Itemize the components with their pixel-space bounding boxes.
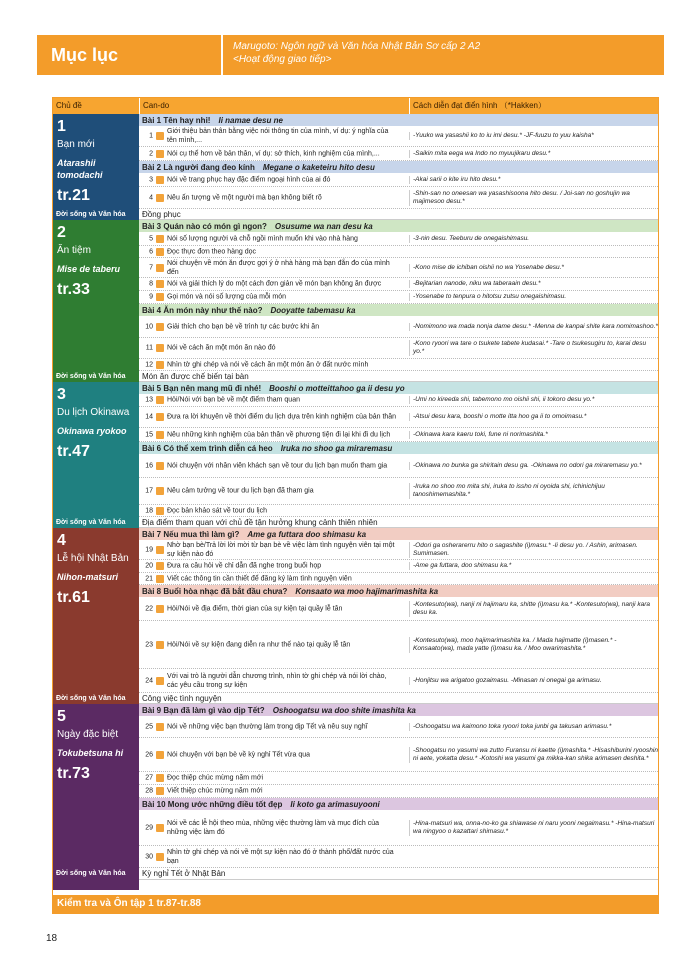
cando-row	[139, 505, 658, 517]
row-hakken: -Kontesuto(wa), nanji ni hajimaru ka, shitte (i)masu ka.* -Kontesuto(wa), nanji kara desu ka.	[409, 601, 658, 617]
lesson-jp: Ii namae desu ne	[218, 115, 283, 125]
cando-row	[139, 246, 658, 258]
lesson-label: Bài 5 Bạn nên mang mũ đi nhé!	[142, 383, 262, 393]
unit-title-jp: Nihon-matsuri	[57, 572, 119, 582]
cando-row	[139, 428, 658, 442]
row-hakken: -3-nin desu. Teeburu de onegaishimasu.	[409, 235, 658, 243]
cando-row	[139, 291, 658, 304]
write-icon	[156, 787, 164, 795]
speak-icon	[156, 413, 164, 421]
row-text: Đưa ra câu hỏi về chỉ dẫn đã nghe trong buổi họp	[167, 562, 322, 570]
row-text: Gọi món và nói số lượng của mỗi món	[167, 293, 286, 301]
speak-icon	[156, 176, 164, 184]
row-hakken: -Odori ga osherarerru hito o sagashite (i)masu.* -Ii desu yo. / Ashin, arimasen. Sumimasen.	[409, 542, 658, 558]
row-hakken: -Nomimono wa mada nonja dame desu.* -Menna de kanpai shite kara nomimashoo.*	[409, 323, 658, 331]
cando-row	[139, 359, 658, 371]
culture-label: Đời sống và Văn hóa	[53, 868, 139, 880]
row-text: Viết các thông tin cần thiết để đăng ký làm tình nguyện viên	[167, 575, 352, 582]
unit-number: 4	[57, 532, 66, 549]
speak-icon	[156, 824, 164, 832]
row-text: Nói về những việc bạn thường làm trong dịp Tết và nêu suy nghĩ	[167, 723, 368, 730]
row-number: 26	[145, 751, 153, 758]
row-number: 3	[149, 176, 153, 183]
speak-icon	[156, 264, 164, 272]
lesson-label: Bài 9 Bạn đã làm gì vào dịp Tết?	[142, 705, 265, 715]
unit-title-jp: Mise de taberu	[57, 264, 121, 274]
row-number: 27	[145, 774, 153, 782]
unit-number: 3	[57, 386, 66, 403]
unit-page: tr.21	[57, 187, 90, 204]
row-number: 14	[145, 413, 153, 421]
row-text: Nói chuyện về món ăn được gợi ý ở nhà hàng mà bạn đắn đo của mình đến	[167, 259, 390, 276]
cando-row	[139, 278, 658, 291]
row-number: 13	[145, 396, 153, 404]
read-icon	[156, 248, 164, 256]
lesson-jp: Booshi o motteittahoo ga ii desu yo	[269, 383, 405, 393]
cando-row	[139, 716, 658, 738]
row-text: Nói về cách ăn một món ăn nào đó	[167, 344, 276, 352]
unit-title-vn: Du lịch Okinawa	[57, 407, 130, 418]
page-title: Mục lục	[37, 35, 221, 75]
unit-title-vn: Bạn mới	[57, 139, 95, 150]
unit-5-block	[53, 704, 139, 890]
row-hakken: -Saikin mita eega wa Indo no myuujikaru desu.*	[409, 150, 658, 158]
lesson-label: Bài 2 Là người đang đeo kính	[142, 162, 255, 172]
lesson-jp: Oshoogatsu wa doo shite imashita ka	[272, 705, 416, 715]
row-number: 9	[149, 293, 153, 301]
row-text: Viết thiệp chúc mừng năm mới	[167, 787, 263, 795]
row-text: Đọc bản khảo sát về tour du lịch	[167, 507, 268, 514]
unit-page: tr.47	[57, 443, 90, 460]
row-hakken: -Kono ryoori wa tare o tsukete tabete kudasai.* -Tare o tsukesugiru to, karai desu yo.*	[409, 340, 658, 356]
row-number: 30	[145, 853, 153, 860]
col-header-cando: Can-do	[139, 98, 409, 114]
culture-label: Đời sống và Văn hóa	[53, 693, 139, 704]
lesson-label: Bài 7 Nếu mua thì làm gì?	[142, 529, 240, 539]
row-text: Giới thiệu bản thân bằng việc nói thông tin của mình, ví dụ: ý nghĩa của tên mình,...	[167, 128, 389, 144]
lesson-3	[139, 220, 658, 232]
speak-icon	[156, 723, 164, 731]
cando-row	[139, 669, 658, 693]
cando-row	[139, 258, 658, 278]
row-number: 21	[145, 575, 153, 582]
unit-number: 5	[57, 708, 66, 725]
unit-page: tr.33	[57, 281, 90, 298]
row-number: 28	[145, 787, 153, 795]
speak-icon	[156, 605, 164, 613]
unit-3-block	[53, 382, 139, 527]
speak-icon	[156, 235, 164, 243]
speak-icon	[156, 853, 164, 861]
row-text: Đọc thiệp chúc mừng năm mới	[167, 774, 264, 782]
unit-title-jp: Atarashii tomodachi	[57, 158, 103, 180]
lesson-jp: Dooyatte tabemasu ka	[270, 305, 356, 315]
speak-icon	[156, 487, 164, 495]
cando-row	[139, 785, 658, 798]
cando-row	[139, 454, 658, 478]
unit-title-vn: Ngày đặc biệt	[57, 729, 119, 740]
lesson-label: Bài 1 Tên hay nhỉ!	[142, 115, 211, 125]
row-text: Nhờ bạn bè/Trả lời lời mời từ bạn bè về việc làm tình nguyện viên tại một sự kiện nào đó	[167, 541, 395, 558]
speak-icon	[156, 194, 164, 202]
row-hakken: -Yuuko wa yasashii ko to iu imi desu.* -JF-fuuzu to yuu kaisha*	[409, 132, 658, 140]
culture-text: Món ăn được chế biến tại bàn	[139, 371, 658, 382]
row-text: Nhìn tờ ghi chép và nói về cách ăn một món ăn ở đất nước mình	[167, 361, 369, 368]
cando-row	[139, 810, 658, 846]
row-number: 22	[145, 605, 153, 612]
row-number: 10	[145, 323, 153, 330]
col-header-hakken: Cách diễn đạt điển hình （*Hakken）	[409, 98, 658, 114]
row-hakken: -Hina-matsuri wa, onna-no-ko ga shiawase ni naru yooni negaimasu.* -Hina-matsuri wa ningyoo o kazattari shimasu.*	[409, 820, 658, 836]
speak-icon	[156, 293, 164, 301]
row-number: 1	[149, 132, 153, 140]
row-number: 29	[145, 824, 153, 831]
row-hakken: -Atsui desu kara, booshi o motte itta hoo ga ii to omoimasu.*	[409, 413, 658, 421]
row-hakken: -Umi no kireeda shi, tabemono mo oishii shi, ii tokoro desu yo.*	[409, 396, 658, 404]
row-text: Đọc thực đơn theo hàng dọc	[167, 248, 257, 255]
lesson-2	[139, 161, 658, 173]
speak-icon	[156, 562, 164, 570]
row-hakken: -Shoogatsu no yasumi wa zutto Furansu ni kaette (i)mashita.* -Hisashiburini ryooshin ni aete, yokatta desu.* -Kotoshi wa yasumi ga mikka-kan shika arimasen deshita.*	[409, 747, 658, 763]
row-text: Nói về trang phục hay đặc điểm ngoại hình của ai đó	[167, 176, 331, 183]
speak-icon	[156, 280, 164, 288]
row-hakken: -Okinawa kara kaeru toki, fune ni norimashita.*	[409, 431, 658, 439]
lesson-10	[139, 798, 658, 810]
lesson-label: Bài 8 Buổi hòa nhạc đã bắt đầu chưa?	[142, 586, 288, 596]
lesson-9	[139, 704, 658, 716]
row-text: Giải thích cho bạn bè về trình tự các bước khi ăn	[167, 323, 320, 330]
unit-4-block	[53, 528, 139, 704]
row-text: Nói về các lễ hội theo mùa, những việc thường làm và mục đích của những việc làm đó	[167, 819, 380, 836]
row-text: Hỏi/Nói về địa điểm, thời gian của sự kiện tại quầy lễ tân	[167, 605, 343, 612]
unit-title-vn: Lễ hội Nhật Bản	[57, 553, 129, 564]
col-header-topic: Chủ đề	[53, 98, 139, 114]
culture-label: Đời sống và Văn hóa	[53, 517, 139, 528]
row-hakken: -Ame ga futtara, doo shimasu ka.*	[409, 562, 658, 570]
row-number: 6	[149, 248, 153, 255]
row-number: 16	[145, 462, 153, 469]
speak-icon	[156, 150, 164, 158]
speak-icon	[156, 132, 164, 140]
write-icon	[156, 575, 164, 583]
row-number: 4	[149, 194, 153, 201]
cando-row	[139, 738, 658, 772]
row-text: Nói chuyện với nhân viên khách sạn về tour du lịch bạn muốn tham gia	[167, 462, 388, 469]
unit-title-vn: Ăn tiệm	[57, 245, 91, 256]
row-text: Nêu những kinh nghiệm của bản thân về phương tiện đi lại khi đi du lịch	[167, 431, 391, 438]
lesson-jp: Megane o kaketeiru hito desu	[262, 162, 375, 172]
cando-row	[139, 846, 658, 868]
row-number: 2	[149, 150, 153, 157]
speak-icon	[156, 396, 164, 404]
row-text: Nhìn tờ ghi chép và nói về một sự kiện nào đó ở thành phố/đất nước của bạn	[167, 848, 394, 865]
cando-row	[139, 772, 658, 785]
lesson-label: Bài 4 Ăn món này như thế nào?	[142, 305, 263, 315]
culture-text: Công việc tình nguyện	[139, 693, 658, 704]
cando-row	[139, 621, 658, 669]
speak-icon	[156, 546, 164, 554]
lesson-jp: Konsaato wa moo hajimarimashita ka	[295, 586, 439, 596]
row-text: Hỏi/Nói về sự kiện đang diễn ra như thế nào tại quầy lễ tân	[167, 641, 351, 648]
culture-text: Kỳ nghỉ Tết ở Nhật Bản	[139, 868, 658, 880]
unit-2-block	[53, 220, 139, 381]
row-number: 15	[145, 431, 153, 438]
contents-table	[52, 97, 659, 914]
unit-title-jp: Okinawa ryokoo	[57, 426, 127, 436]
book-subtitle: <Hoạt động giao tiếp>	[233, 54, 332, 65]
culture-label: Đời sống và Văn hóa	[53, 209, 139, 220]
speak-icon	[156, 344, 164, 352]
unit-page: tr.61	[57, 589, 90, 606]
unit-number: 1	[57, 118, 66, 135]
cando-row	[139, 147, 658, 161]
lesson-8	[139, 585, 658, 597]
speak-icon	[156, 361, 164, 369]
cando-row	[139, 187, 658, 209]
unit-page: tr.73	[57, 765, 90, 782]
cando-row	[139, 316, 658, 338]
row-text: Nói chuyện với bạn bè về kỳ nghỉ Tết vừa qua	[167, 751, 311, 758]
cando-row	[139, 126, 658, 147]
row-number: 20	[145, 562, 153, 570]
lesson-label: Bài 6 Có thể xem trình diễn cá heo	[142, 443, 273, 453]
review-link-bar[interactable]: Kiểm tra và Ôn tập 1 tr.87-tr.88	[53, 895, 658, 913]
lesson-5	[139, 382, 658, 394]
cando-row	[139, 540, 658, 560]
cando-row	[139, 407, 658, 428]
row-hakken: -Oshoogatsu wa kaimono toka ryoori toka junbi ga takusan arimasu.*	[409, 723, 658, 731]
row-text: Nói số lượng người và chỗ ngồi mình muốn khi vào nhà hàng	[167, 235, 358, 242]
row-text: Nói và giải thích lý do một cách đơn giản về món bạn không ăn được	[167, 280, 382, 288]
cando-row	[139, 394, 658, 407]
unit-number: 2	[57, 224, 66, 241]
cando-row	[139, 560, 658, 573]
cando-row	[139, 573, 658, 585]
row-number: 25	[145, 723, 153, 730]
row-number: 23	[145, 641, 153, 648]
culture-label: Đời sống và Văn hóa	[53, 371, 139, 382]
row-number: 19	[145, 546, 153, 553]
read-icon	[156, 774, 164, 782]
book-title-block	[221, 35, 664, 75]
lesson-jp: Osusume wa nan desu ka	[274, 221, 373, 231]
row-text: Với vai trò là người dẫn chương trình, nhìn tờ ghi chép và nói lời chào, các yêu cầu trong sự kiện	[167, 672, 387, 689]
row-number: 24	[145, 677, 153, 684]
row-text: Đưa ra lời khuyên về thời điểm du lịch dựa trên kinh nghiệm của bản thân	[167, 413, 397, 421]
row-number: 18	[145, 507, 153, 514]
row-text: Nêu cảm tưởng về tour du lịch bạn đã tham gia	[167, 487, 314, 495]
row-number: 5	[149, 235, 153, 242]
row-text: Nói cụ thể hơn về bản thân, ví dụ: sở thích, kinh nghiệm của mình,...	[167, 150, 380, 157]
lesson-jp: Ame ga futtara doo shimasu ka	[247, 529, 367, 539]
row-hakken: -Bejitarian nanode, niku wa taberaain desu.*	[409, 280, 658, 288]
speak-icon	[156, 462, 164, 470]
culture-text: Địa điểm tham quan với chủ đề tận hưởng khung cảnh thiên nhiên	[139, 517, 658, 528]
culture-text: Đồng phục	[139, 209, 658, 220]
row-hakken: -Shin-san no oneesan wa yasashisoona hito desu. / Joi-san no goshujin wa majimesoo desu.*	[409, 190, 658, 206]
cando-row	[139, 597, 658, 621]
row-number: 8	[149, 280, 153, 288]
row-text: Nêu ấn tượng về một người mà bạn không biết rõ	[167, 194, 322, 201]
lesson-1	[139, 114, 658, 126]
cando-row	[139, 173, 658, 187]
lesson-jp: Iruka no shoo ga miraremasu	[280, 443, 393, 453]
lesson-label: Bài 3 Quán nào có món gì ngon?	[142, 221, 267, 231]
read-icon	[156, 507, 164, 515]
speak-icon	[156, 751, 164, 759]
row-hakken: -Akai sarii o kite iru hito desu.*	[409, 176, 658, 184]
page-number: 18	[46, 933, 58, 944]
unit-title-jp: Tokubetsuna hi	[57, 748, 124, 758]
row-hakken: -Okinawa no bunka ga shiritain desu ga. -Okinawa no odori ga miraremasu yo.*	[409, 462, 658, 470]
speak-icon	[156, 431, 164, 439]
row-number: 11	[145, 344, 153, 352]
row-number: 12	[145, 361, 153, 368]
page-header	[37, 35, 664, 75]
lesson-7	[139, 528, 658, 540]
row-number: 7	[149, 264, 153, 271]
speak-icon	[156, 323, 164, 331]
row-hakken: -Yosenabe to tenpura o hitotsu zutsu onegaishimasu.	[409, 293, 658, 301]
book-title: Marugoto: Ngôn ngữ và Văn hóa Nhật Bản Sơ cấp 2 A2	[233, 41, 481, 52]
row-hakken: -Iruka no shoo mo mita shi, iruka to issho ni oyoida shi, ichinichijuu tanoshimemashita.*	[409, 483, 658, 499]
row-hakken: -Kontesuto(wa), moo hajimarimashita ka. / Mada hajimatte (i)masen.* -Konsaato(wa), mada yatte (i)masu ka. / Moo owarimashita.*	[409, 637, 658, 653]
row-hakken: -Honjitsu wa arigatoo gozaimasu. -Minasan ni onegai ga arimasu.	[409, 677, 658, 685]
row-text: Hỏi/Nói với bạn bè về một điểm tham quan	[167, 396, 300, 404]
cando-row	[139, 478, 658, 505]
row-number: 17	[145, 487, 153, 495]
cando-row	[139, 232, 658, 246]
row-hakken: -Kono mise de ichiban oishii no wa Yosenabe desu.*	[409, 264, 658, 272]
lesson-jp: Ii koto ga arimasuyooni	[290, 799, 380, 809]
speak-icon	[156, 677, 164, 685]
lesson-4	[139, 304, 658, 316]
cando-row	[139, 338, 658, 359]
lesson-label: Bài 10 Mong ước những điều tốt đẹp	[142, 799, 283, 809]
lesson-6	[139, 442, 658, 454]
speak-icon	[156, 641, 164, 649]
